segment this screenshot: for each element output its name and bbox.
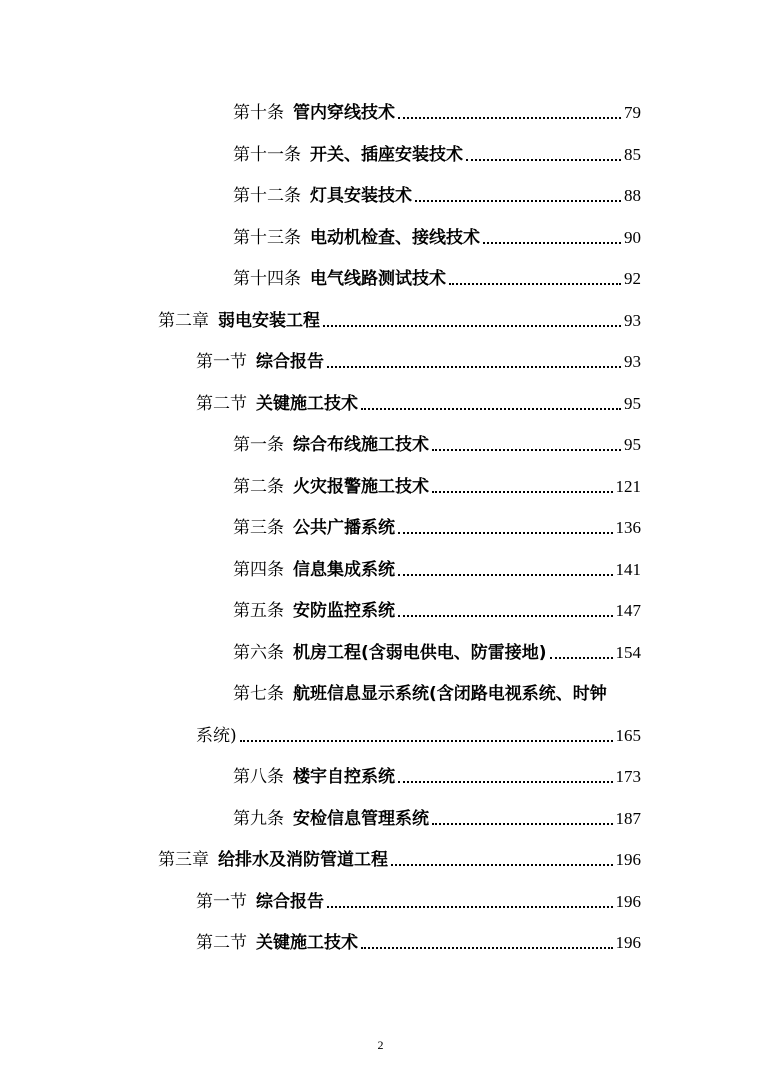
toc-entry[interactable] [233, 94, 641, 124]
dot-leader [398, 117, 621, 119]
dot-leader [398, 781, 613, 783]
toc-entry-title: 航班信息显示系统(含闭路电视系统、时钟 [293, 684, 607, 704]
toc-entry-title: 火灾报警施工技术 [293, 477, 429, 497]
toc-entry-title: 综合布线施工技术 [293, 435, 429, 455]
dot-leader [398, 574, 613, 576]
toc-entry-page: 88 [624, 186, 641, 205]
dot-leader [327, 906, 613, 908]
dot-leader [398, 615, 613, 617]
dot-leader [327, 366, 621, 368]
toc-entry[interactable] [233, 675, 641, 705]
toc-entry-page: 92 [624, 269, 641, 288]
toc-entry[interactable] [233, 468, 641, 498]
toc-entry-page: 85 [624, 145, 641, 164]
toc-entry-page: 196 [615, 892, 641, 911]
dot-leader [240, 740, 613, 742]
toc-entry-title: 电气线路测试技术 [310, 269, 446, 289]
toc-entry-page: 93 [624, 352, 641, 371]
toc-entry-title: 安检信息管理系统 [293, 809, 429, 829]
toc-entry-title: 安防监控系统 [293, 601, 395, 621]
page-number: 2 [377, 1038, 384, 1052]
dot-leader [449, 283, 621, 285]
toc-entry[interactable] [233, 592, 641, 622]
toc-entry-page: 173 [615, 767, 641, 786]
dot-leader [483, 242, 621, 244]
toc-entry-page: 79 [624, 103, 641, 122]
toc-entry[interactable] [233, 219, 641, 249]
toc-entry-section[interactable] [196, 924, 641, 954]
toc-entry[interactable] [233, 634, 641, 664]
toc-entry-label: 第二节 [196, 394, 247, 414]
toc-entry-title: 电动机检查、接线技术 [310, 228, 480, 248]
dot-leader [361, 408, 621, 410]
toc-entry-page: 141 [615, 560, 641, 579]
toc-entry-title: 关键施工技术 [256, 394, 358, 414]
toc-entry-label: 第四条 [233, 560, 284, 580]
toc-entry-label: 第十二条 [233, 186, 301, 206]
toc-entry-page: 196 [615, 933, 641, 952]
toc-entry[interactable] [233, 509, 641, 539]
toc-entry[interactable] [233, 136, 641, 166]
toc-entry[interactable] [233, 551, 641, 581]
toc-entry-title: 系统) [196, 726, 237, 746]
toc-entry-label: 第八条 [233, 767, 284, 787]
dot-leader [361, 947, 613, 949]
toc-entry-page: 93 [624, 311, 641, 330]
toc-entry-title: 关键施工技术 [256, 933, 358, 953]
toc-entry[interactable] [233, 426, 641, 456]
toc-entry-label: 第一节 [196, 352, 247, 372]
toc-entry-title: 开关、插座安装技术 [310, 145, 463, 165]
toc-entry-chapter[interactable] [158, 841, 641, 871]
toc-entry-continuation[interactable] [196, 717, 641, 747]
toc-entry-label: 第十一条 [233, 145, 301, 165]
toc-entry-label: 第二节 [196, 933, 247, 953]
dot-leader [415, 200, 621, 202]
toc-entry-page: 90 [624, 228, 641, 247]
toc-entry-label: 第二条 [233, 477, 284, 497]
toc-entry-chapter[interactable] [158, 302, 641, 332]
toc-entry-label: 第十条 [233, 103, 284, 123]
toc-entry-title: 灯具安装技术 [310, 186, 412, 206]
toc-entry-label: 第九条 [233, 809, 284, 829]
toc-entry-section[interactable] [196, 385, 641, 415]
toc-entry[interactable] [233, 260, 641, 290]
toc-entry-label: 第十三条 [233, 228, 301, 248]
dot-leader [398, 532, 613, 534]
toc-entry-title: 综合报告 [256, 892, 324, 912]
toc-entry-page: 121 [615, 477, 641, 496]
toc-entry-page: 165 [615, 726, 641, 745]
toc-entry-title: 弱电安装工程 [218, 311, 320, 331]
dot-leader [432, 449, 621, 451]
toc-entry-label: 第一条 [233, 435, 284, 455]
dot-leader [466, 159, 621, 161]
toc-entry-page: 187 [615, 809, 641, 828]
toc-entry[interactable] [233, 758, 641, 788]
toc-entry-title: 给排水及消防管道工程 [218, 850, 388, 870]
toc-entry-section[interactable] [196, 883, 641, 913]
dot-leader [550, 657, 613, 659]
toc-entry[interactable] [233, 800, 641, 830]
toc-entry-section[interactable] [196, 343, 641, 373]
toc-entry-title: 信息集成系统 [293, 560, 395, 580]
toc-entry-page: 154 [615, 643, 641, 662]
toc-entry-page: 196 [615, 850, 641, 869]
toc-entry-label: 第六条 [233, 643, 284, 663]
toc-entry-label: 第三章 [158, 850, 209, 870]
toc-entry[interactable] [233, 177, 641, 207]
toc-entry-page: 136 [615, 518, 641, 537]
toc-entry-title: 机房工程(含弱电供电、防雷接地) [293, 643, 547, 663]
toc-entry-page: 147 [615, 601, 641, 620]
toc-entry-label: 第七条 [233, 684, 284, 704]
toc-entry-title: 综合报告 [256, 352, 324, 372]
toc-entry-page: 95 [624, 394, 641, 413]
dot-leader [323, 325, 621, 327]
toc-entry-label: 第十四条 [233, 269, 301, 289]
toc-entry-label: 第二章 [158, 311, 209, 331]
dot-leader [432, 491, 613, 493]
toc-entry-title: 公共广播系统 [293, 518, 395, 538]
toc-entry-page: 95 [624, 435, 641, 454]
toc-entry-label: 第一节 [196, 892, 247, 912]
toc-entry-label: 第五条 [233, 601, 284, 621]
dot-leader [432, 823, 613, 825]
toc-entry-title: 楼宇自控系统 [293, 767, 395, 787]
toc-entry-title: 管内穿线技术 [293, 103, 395, 123]
dot-leader [391, 864, 613, 866]
toc-entry-label: 第三条 [233, 518, 284, 538]
